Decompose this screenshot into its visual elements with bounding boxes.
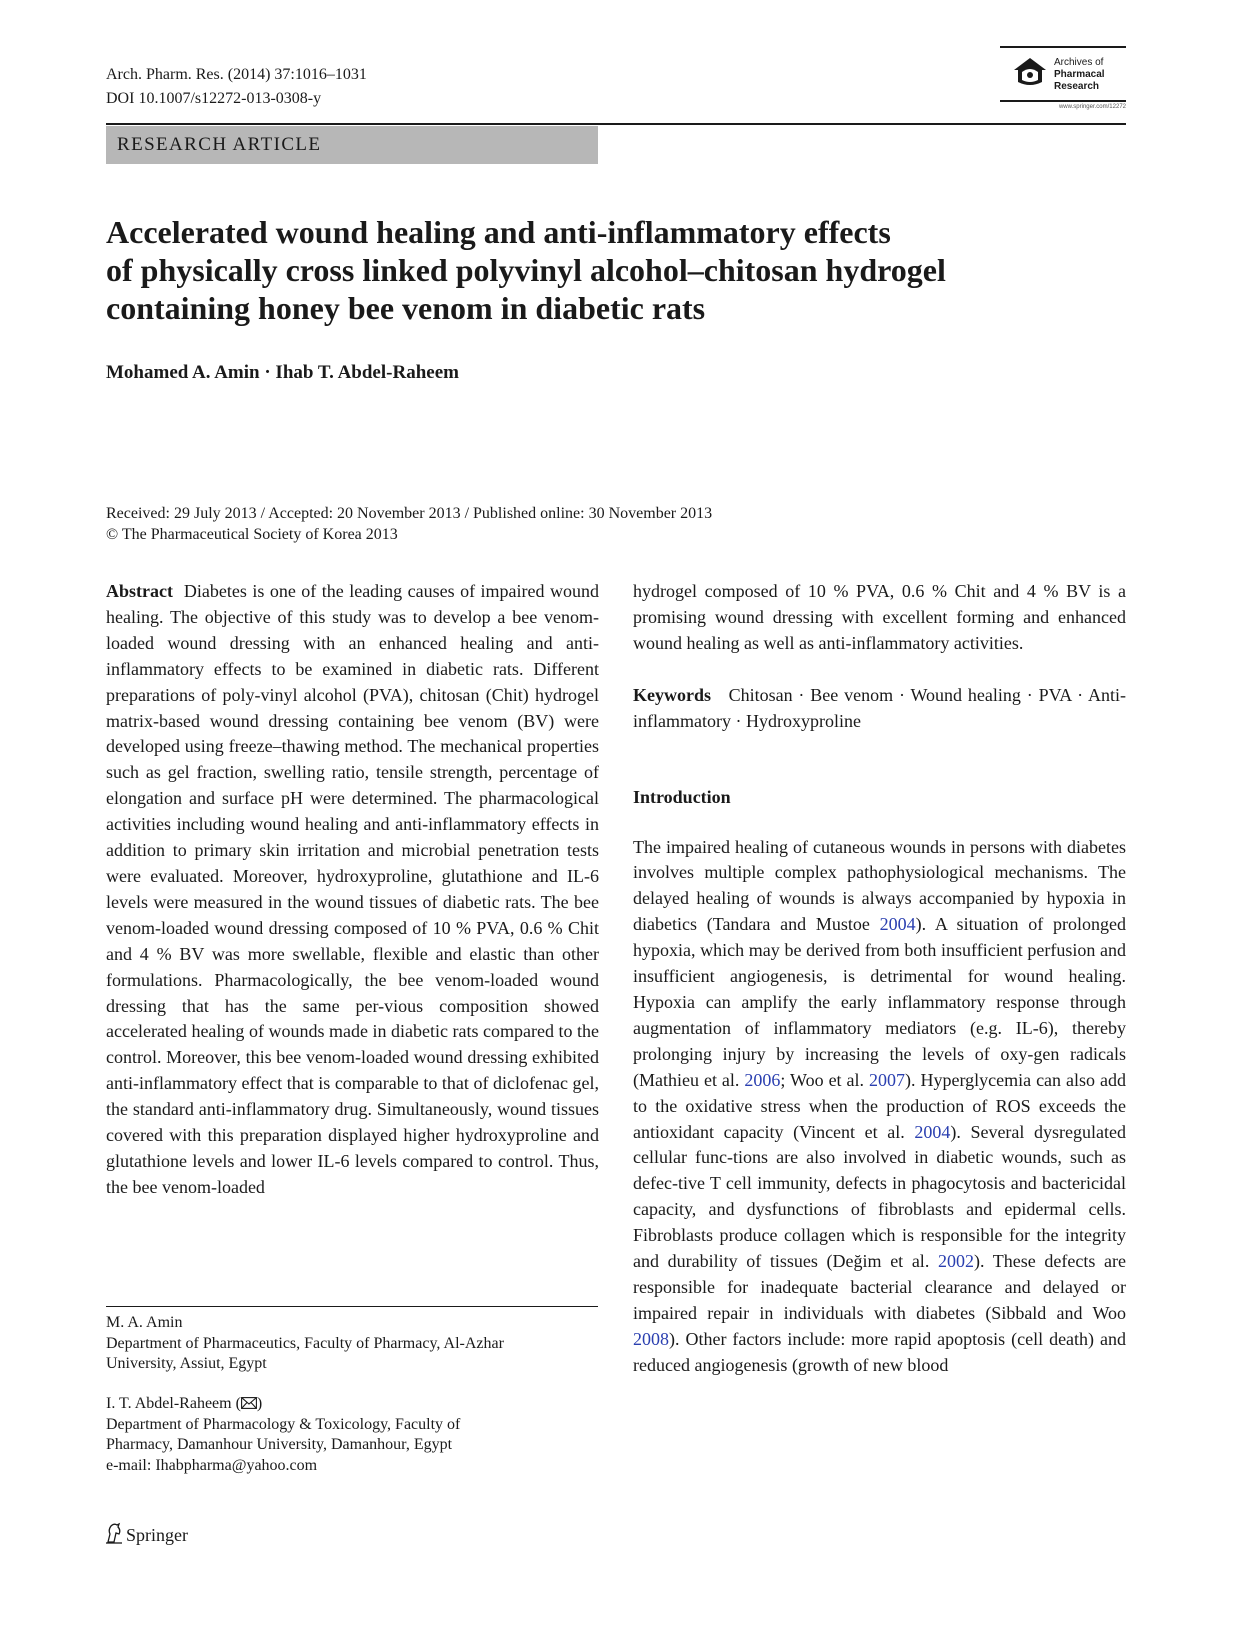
- citation-link[interactable]: 2006: [744, 1069, 781, 1090]
- authors: Mohamed A. Amin · Ihab T. Abdel-Raheem: [106, 362, 459, 383]
- affiliation-2-name-end: ): [256, 1395, 263, 1412]
- citation-link[interactable]: 2002: [937, 1251, 974, 1272]
- affiliation-2-line2: Pharmacy, Damanhour University, Damanhour, Egypt: [106, 1436, 453, 1453]
- affiliation-2: [106, 1394, 598, 1476]
- title-line-2: of physically cross linked polyvinyl alcohol–chitosan hydrogel: [106, 252, 946, 288]
- right-column: [633, 579, 1126, 1379]
- logo-top-rule: [1000, 46, 1126, 48]
- intro-text-6: ). These defects are responsible for inadequate bacterial clearance and delayed or impaired repair in individuals with diabetes (Sibbald and Woo: [633, 1251, 1126, 1323]
- logo-line3: Research: [1054, 81, 1100, 92]
- citation-link[interactable]: 2007: [869, 1069, 905, 1090]
- logo-bottom-rule: [1000, 100, 1126, 102]
- intro-text-4: ). Hyperglycemia can also add to the oxidative stress when the production of ROS exceeds the antioxidant capacity (Vincent et al.: [633, 1069, 1126, 1142]
- springer-horse-icon: [104, 1522, 124, 1544]
- logo-text: [1054, 57, 1105, 93]
- publication-dates: [106, 503, 712, 545]
- logo-url[interactable]: www.springer.com/12272: [1058, 104, 1126, 110]
- introduction-heading: Introduction: [633, 786, 731, 807]
- affiliation-2-line1: Department of Pharmacology & Toxicology, Faculty of: [106, 1415, 461, 1433]
- intro-text-3: ; Woo et al.: [780, 1069, 869, 1090]
- title-line-1: Accelerated wound healing and anti-inflammatory effects: [106, 214, 891, 250]
- journal-citation: Arch. Pharm. Res. (2014) 37:1016–1031: [106, 66, 367, 83]
- keywords-text: Chitosan · Bee venom · Wound healing · PVA · Anti-inflammatory · Hydroxyproline: [633, 684, 1127, 731]
- title-line-3: containing honey bee venom in diabetic rats: [106, 290, 706, 326]
- header-rule: [106, 123, 1126, 125]
- affiliation-1: [106, 1313, 598, 1375]
- intro-text-2: ). A situation of prolonged hypoxia, which may be derived from both insufficient perfusion and insufficient angiogenesis, is detrimental for wound healing. Hypoxia can amplify the early inflammatory response through augmentation of inflammatory mediators (e.g. IL-6), thereby prolonging injury by increasing the levels of oxy-gen radicals (Mathieu et al.: [633, 914, 1126, 1090]
- intro-text-5: ). Several dysregulated cellular func-tions are also involved in diabetic wounds, such as defec-tive T cell immunity, defects in phagocytosis and bactericidal capacity, and dysfunctions of fibroblasts and epidermal cells. Fibroblasts produce collagen which is responsible for the integrity and durability of tissues (Değim et al.: [633, 1121, 1126, 1272]
- abstract-text: Diabetes is one of the leading causes of impaired wound healing. The objective of this study was to develop a bee venom-loaded wound dressing with an enhanced healing and anti-inflammatory effects to be examined in diabetic rats. Different preparations of poly-vinyl alcohol (PVA), chitosan (Chit) hydrogel matrix-based wound dressing containing bee venom (BV) were developed using freeze–thawing method. The mechanical properties such as gel fraction, swelling ratio, tensile strength, percentage of elongation and surface pH were determined. The pharmacological activities including wound healing and anti-inflammatory effects in addition to primary skin irritation and microbial penetration tests were evaluated. Moreover, hydroxyproline, glutathione and IL-6 levels were measured in the wound tissues of diabetic rats. The bee venom-loaded wound dressing composed of 10 % PVA, 0.6 % Chit and 4 % BV was more swellable, flexible and elastic than other formulations. Pharmacologically, the bee venom-loaded wound dressing that has the same per-vious composition showed accelerated healing of wounds made in diabetic rats compared to the control. Moreover, this bee venom-loaded wound dressing exhibited anti-inflammatory effect that is comparable to that of diclofenac gel, the standard anti-inflammatory drug. Simultaneously, wound tissues covered with this preparation displayed higher hydroxyproline and glutathione levels and lower IL-6 levels compared to control. Thus, the bee venom-loaded: [106, 581, 599, 1197]
- affiliation-2-name: I. T. Abdel-Raheem (: [106, 1395, 241, 1412]
- envelope-icon: [241, 1397, 257, 1409]
- keywords-paragraph: [633, 683, 1126, 735]
- journal-logo[interactable]: [1000, 46, 1126, 112]
- affiliation-2-email[interactable]: e-mail: Ihabpharma@yahoo.com: [106, 1456, 318, 1474]
- article-title: [106, 213, 1106, 327]
- citation-link[interactable]: 2004: [914, 1121, 951, 1142]
- page-footer: [104, 1522, 188, 1547]
- copyright-line: © The Pharmaceutical Society of Korea 2013: [106, 526, 398, 543]
- abstract-paragraph: [106, 579, 599, 1201]
- affiliation-1-name: M. A. Amin: [106, 1314, 183, 1331]
- journal-logo-icon: [1012, 56, 1048, 88]
- citation-link[interactable]: 2008: [633, 1328, 669, 1349]
- intro-text-1: The impaired healing of cutaneous wounds in persons with diabetes involves multiple complex pathophysiological mechanisms. The delayed healing of wounds is always accompanied by hypoxia in diabetics (Tandara and Mustoe: [633, 836, 1126, 935]
- abstract-section: [106, 579, 599, 1201]
- intro-text-7: ). Other factors include: more rapid apoptosis (cell death) and reduced angiogenesis (growth of new blood: [633, 1328, 1126, 1375]
- article-type: RESEARCH ARTICLE: [117, 134, 322, 155]
- affiliation-2-name-row: [106, 1394, 598, 1415]
- abstract-heading: Abstract: [106, 581, 173, 601]
- abstract-continuation: hydrogel composed of 10 % PVA, 0.6 % Chit and 4 % BV is a promising wound dressing with excellent forming and enhanced wound healing as well as anti-inflammatory activities.: [633, 581, 1126, 653]
- dates-line: Received: 29 July 2013 / Accepted: 20 November 2013 / Published online: 30 November 2013: [106, 505, 713, 522]
- keywords-heading: Keywords: [633, 684, 711, 705]
- affiliation-rule: [106, 1306, 598, 1307]
- logo-line2: Pharmacal: [1054, 69, 1105, 80]
- citation-link[interactable]: 2004: [879, 914, 916, 935]
- doi: DOI 10.1007/s12272-013-0308-y: [106, 90, 322, 107]
- affiliation-1-line1: Department of Pharmaceutics, Faculty of Pharmacy, Al-Azhar: [106, 1334, 504, 1352]
- affiliation-1-line2: University, Assiut, Egypt: [106, 1355, 267, 1372]
- introduction-paragraph: [633, 835, 1126, 1379]
- logo-line1: Archives of: [1054, 57, 1104, 68]
- publisher-name: Springer: [126, 1525, 188, 1545]
